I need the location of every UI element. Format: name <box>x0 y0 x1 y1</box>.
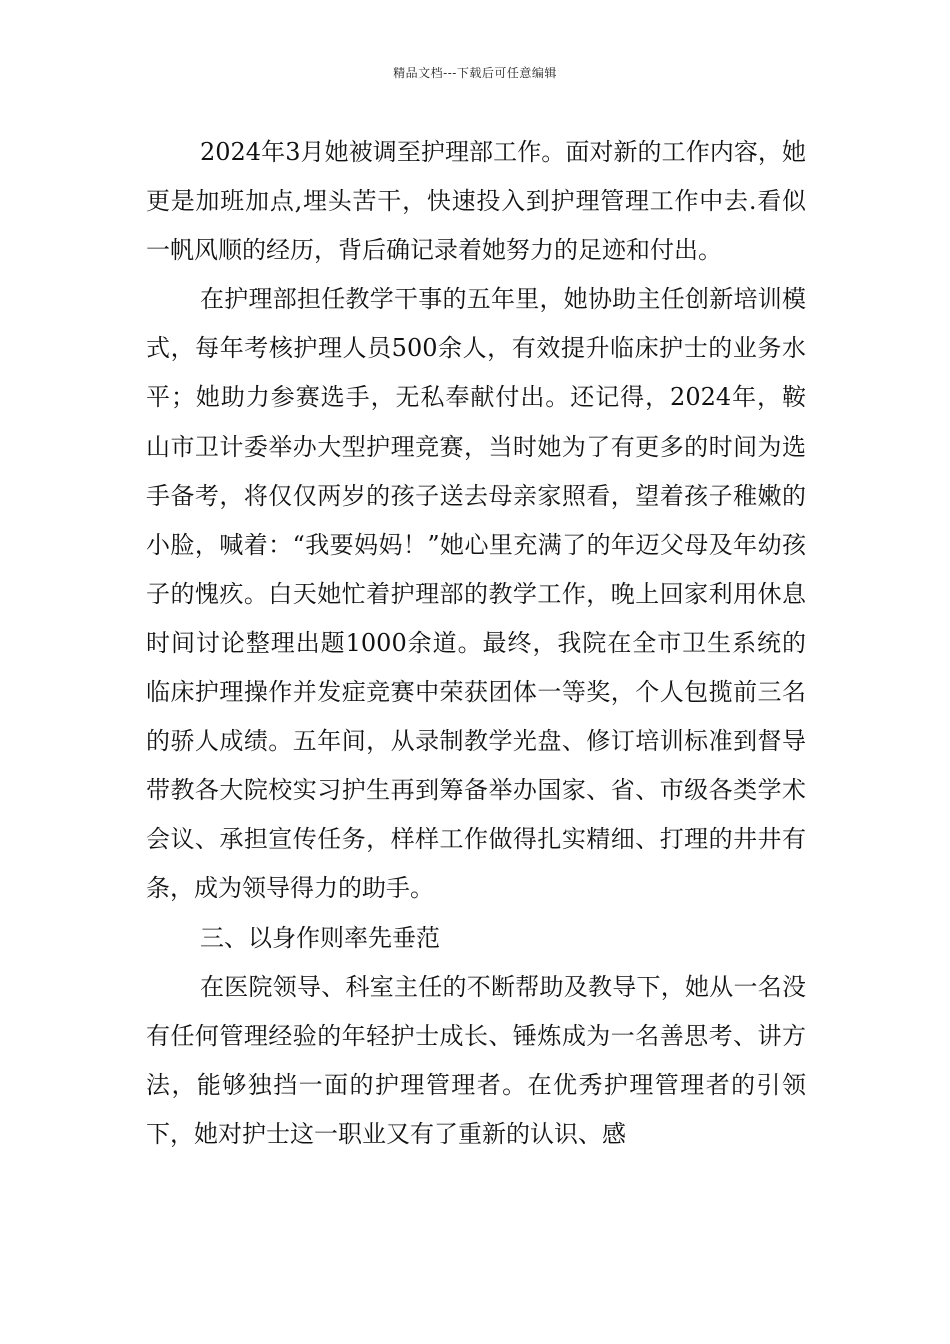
section-heading: 三、以身作则率先垂范 <box>200 923 440 952</box>
document-body <box>146 128 806 1159</box>
page-header: 精品文档---下载后可任意编辑 <box>393 66 557 80</box>
paragraph-management-growth: 在医院领导、科室主任的不断帮助及教导下，她从一名没有任何管理经验的年轻护士成长、锤炼成为一名善思考、讲方法，能够独挡一面的护理管理者。在优秀护理管理者的引领下，她对护士这一职业又有了重新的认识、感 <box>146 972 806 1148</box>
paragraph-teaching-officer: 在护理部担任教学干事的五年里，她协助主任创新培训模式，每年考核护理人员500余人，有效提升临床护士的业务水平；她助力参赛选手，无私奉献付出。还记得，2024年，鞍山市卫计委举办大型护理竞赛，当时她为了有更多的时间为选手备考，将仅仅两岁的孩子送去母亲家照看，望着孩子稚嫩的小脸，喊着：“我要妈妈！”她心里充满了的年迈父母及年幼孩子的愧疚。白天她忙着护理部的教学工作，晚上回家利用休息时间讨论整理出题1000余道。最终，我院在全市卫生系统的临床护理操作并发症竞赛中荣获团体一等奖，个人包揽前三名的骄人成绩。五年间，从录制教学光盘、修订培训标准到督导带教各大院校实习护生再到筹备举办国家、省、市级各类学术会议、承担宣传任务，样样工作做得扎实精细、打理的井井有条，成为领导得力的助手。 <box>146 285 806 903</box>
paragraph-nursing-department-transfer: 2024年3月她被调至护理部工作。面对新的工作内容，她更是加班加点,埋头苦干，快速投入到护理管理工作中去.看似一帆风顺的经历，背后确记录着她努力的足迹和付出。 <box>146 138 806 265</box>
